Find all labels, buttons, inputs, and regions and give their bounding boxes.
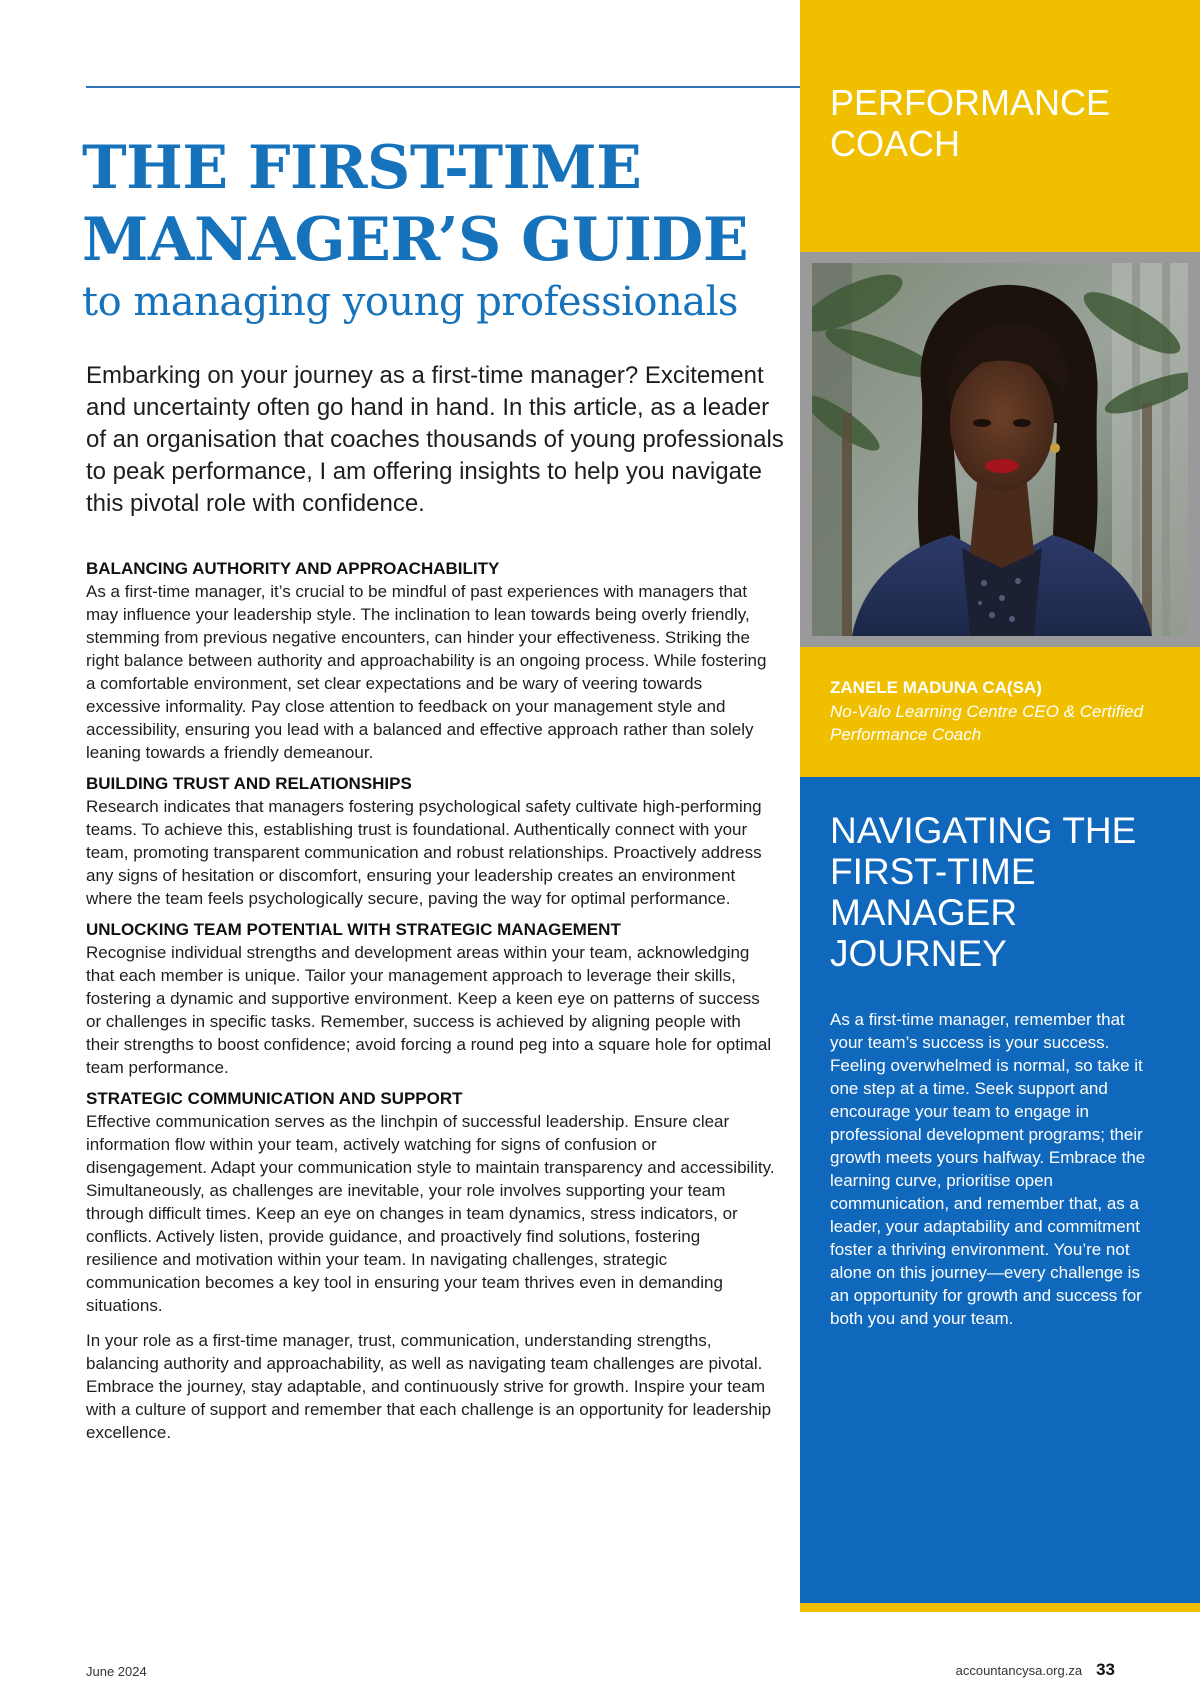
author-photo-frame bbox=[800, 252, 1200, 647]
article-section bbox=[86, 918, 776, 1079]
section-text: Effective communication serves as the linchpin of successful leadership. Ensure clear information flow within your team, actively watching for signs of confusion or disengagement. Adapt your communication style to maintain transparency and accessibility. Simultaneously, as challenges are inevitable, your role involves supporting your team through difficult times. Keep an eye on changes in team dynamics, stress indicators, or conflicts. Actively listen, provide guidance, and proactively find solutions, fostering resilience and motivation within your team. In navigating challenges, strategic communication becomes a key tool in ensuring your team thrives even in demanding situations. bbox=[86, 1112, 775, 1315]
article-title-block bbox=[82, 132, 782, 328]
article-section bbox=[86, 557, 776, 764]
bottom-accent-strip bbox=[800, 1603, 1200, 1612]
category-label: PERFORMANCE COACH bbox=[830, 82, 1111, 164]
author-name: ZANELE MADUNA CA(SA) bbox=[830, 678, 1042, 697]
top-divider-line bbox=[86, 86, 800, 88]
article-title-line-1: THE FIRST-TIME bbox=[82, 133, 642, 203]
section-heading: BALANCING AUTHORITY AND APPROACHABILITY bbox=[86, 559, 500, 578]
section-heading: UNLOCKING TEAM POTENTIAL WITH STRATEGIC MANAGEMENT bbox=[86, 920, 621, 939]
author-photo bbox=[812, 263, 1188, 636]
section-text: Research indicates that managers fostering psychological safety cultivate high-performing teams. To achieve this, establishing trust is foundational. Authentically connect with your team, promoting transparent communication and robust relationships. Proactively address any signs of hesitation or discomfort, ensuring your leadership creates an environment where the team feels psychologically secure, paving the way for optimal performance. bbox=[86, 797, 762, 908]
section-text: Recognise individual strengths and development areas within your team, acknowledging that each member is unique. Tailor your management approach to leverage their skills, fostering a dynamic and supportive environment. Keep a keen eye on patterns of success or challenges in specific tasks. Remember, success is achieved by aligning people with their strengths to boost confidence; avoid forcing a round peg into a square hole for optimal team performance. bbox=[86, 943, 772, 1077]
footer-website: accountancysa.org.za bbox=[955, 1663, 1083, 1678]
article-section bbox=[86, 1087, 776, 1317]
article-subtitle: to managing young professionals bbox=[82, 279, 738, 325]
article-intro: Embarking on your journey as a first-time manager? Excitement and uncertainty often go hand in hand. In this article, as a leader of an organisation that coaches thousands of young professionals to peak performance, I am offering insights to help you navigate this pivotal role with confidence. bbox=[86, 362, 784, 517]
section-text: As a first-time manager, it’s crucial to be mindful of past experiences with managers that may influence your leadership style. The inclination to lean towards being overly friendly, stemming from previous negative encounters, can hinder your effectiveness. Striking the right balance between authority and approachability is an ongoing process. While fostering a comfortable environment, set clear expectations and be wary of veering towards excessive informality. Pay close attention to feedback on your management style and accessibility, ensuring you lead with a balanced and effective approach rather than solely leaning towards a friendly demeanour. bbox=[86, 582, 767, 762]
article-conclusion: In your role as a first-time manager, trust, communication, understanding strengths, balancing authority and approachability, as well as navigating team challenges are pivotal. Embrace the journey, stay adaptable, and continuously strive for growth. Inspire your team with a culture of support and remember that each challenge is an opportunity for leadership excellence. bbox=[86, 1331, 772, 1442]
sidebar bbox=[800, 0, 1200, 1696]
article-section bbox=[86, 772, 776, 910]
sidebar-text: As a first-time manager, remember that your team’s success is your success. Feeling overwhelmed is normal, so take it one step at a time. Seek support and encourage your team to engage in professional development programs; their growth meets yours halfway. Embrace the learning curve, prioritise open communication, and remember that, as a leader, your adaptability and commitment foster a thriving environment. You’re not alone on this journey—every challenge is an opportunity for growth and success for both you and your team. bbox=[830, 1010, 1146, 1328]
article-title-line-2: MANAGER’S GUIDE bbox=[82, 205, 749, 275]
article-body bbox=[86, 557, 776, 1444]
sidebar-heading: NAVIGATING THE FIRST-TIME MANAGER JOURNEY bbox=[830, 810, 1137, 974]
article-title bbox=[82, 132, 782, 276]
section-heading: BUILDING TRUST AND RELATIONSHIPS bbox=[86, 774, 412, 793]
author-role: No-Valo Learning Centre CEO & Certified Performance Coach bbox=[830, 702, 1144, 744]
footer-date: June 2024 bbox=[86, 1664, 147, 1679]
page-number: 33 bbox=[1096, 1660, 1115, 1679]
section-heading: STRATEGIC COMMUNICATION AND SUPPORT bbox=[86, 1089, 463, 1108]
